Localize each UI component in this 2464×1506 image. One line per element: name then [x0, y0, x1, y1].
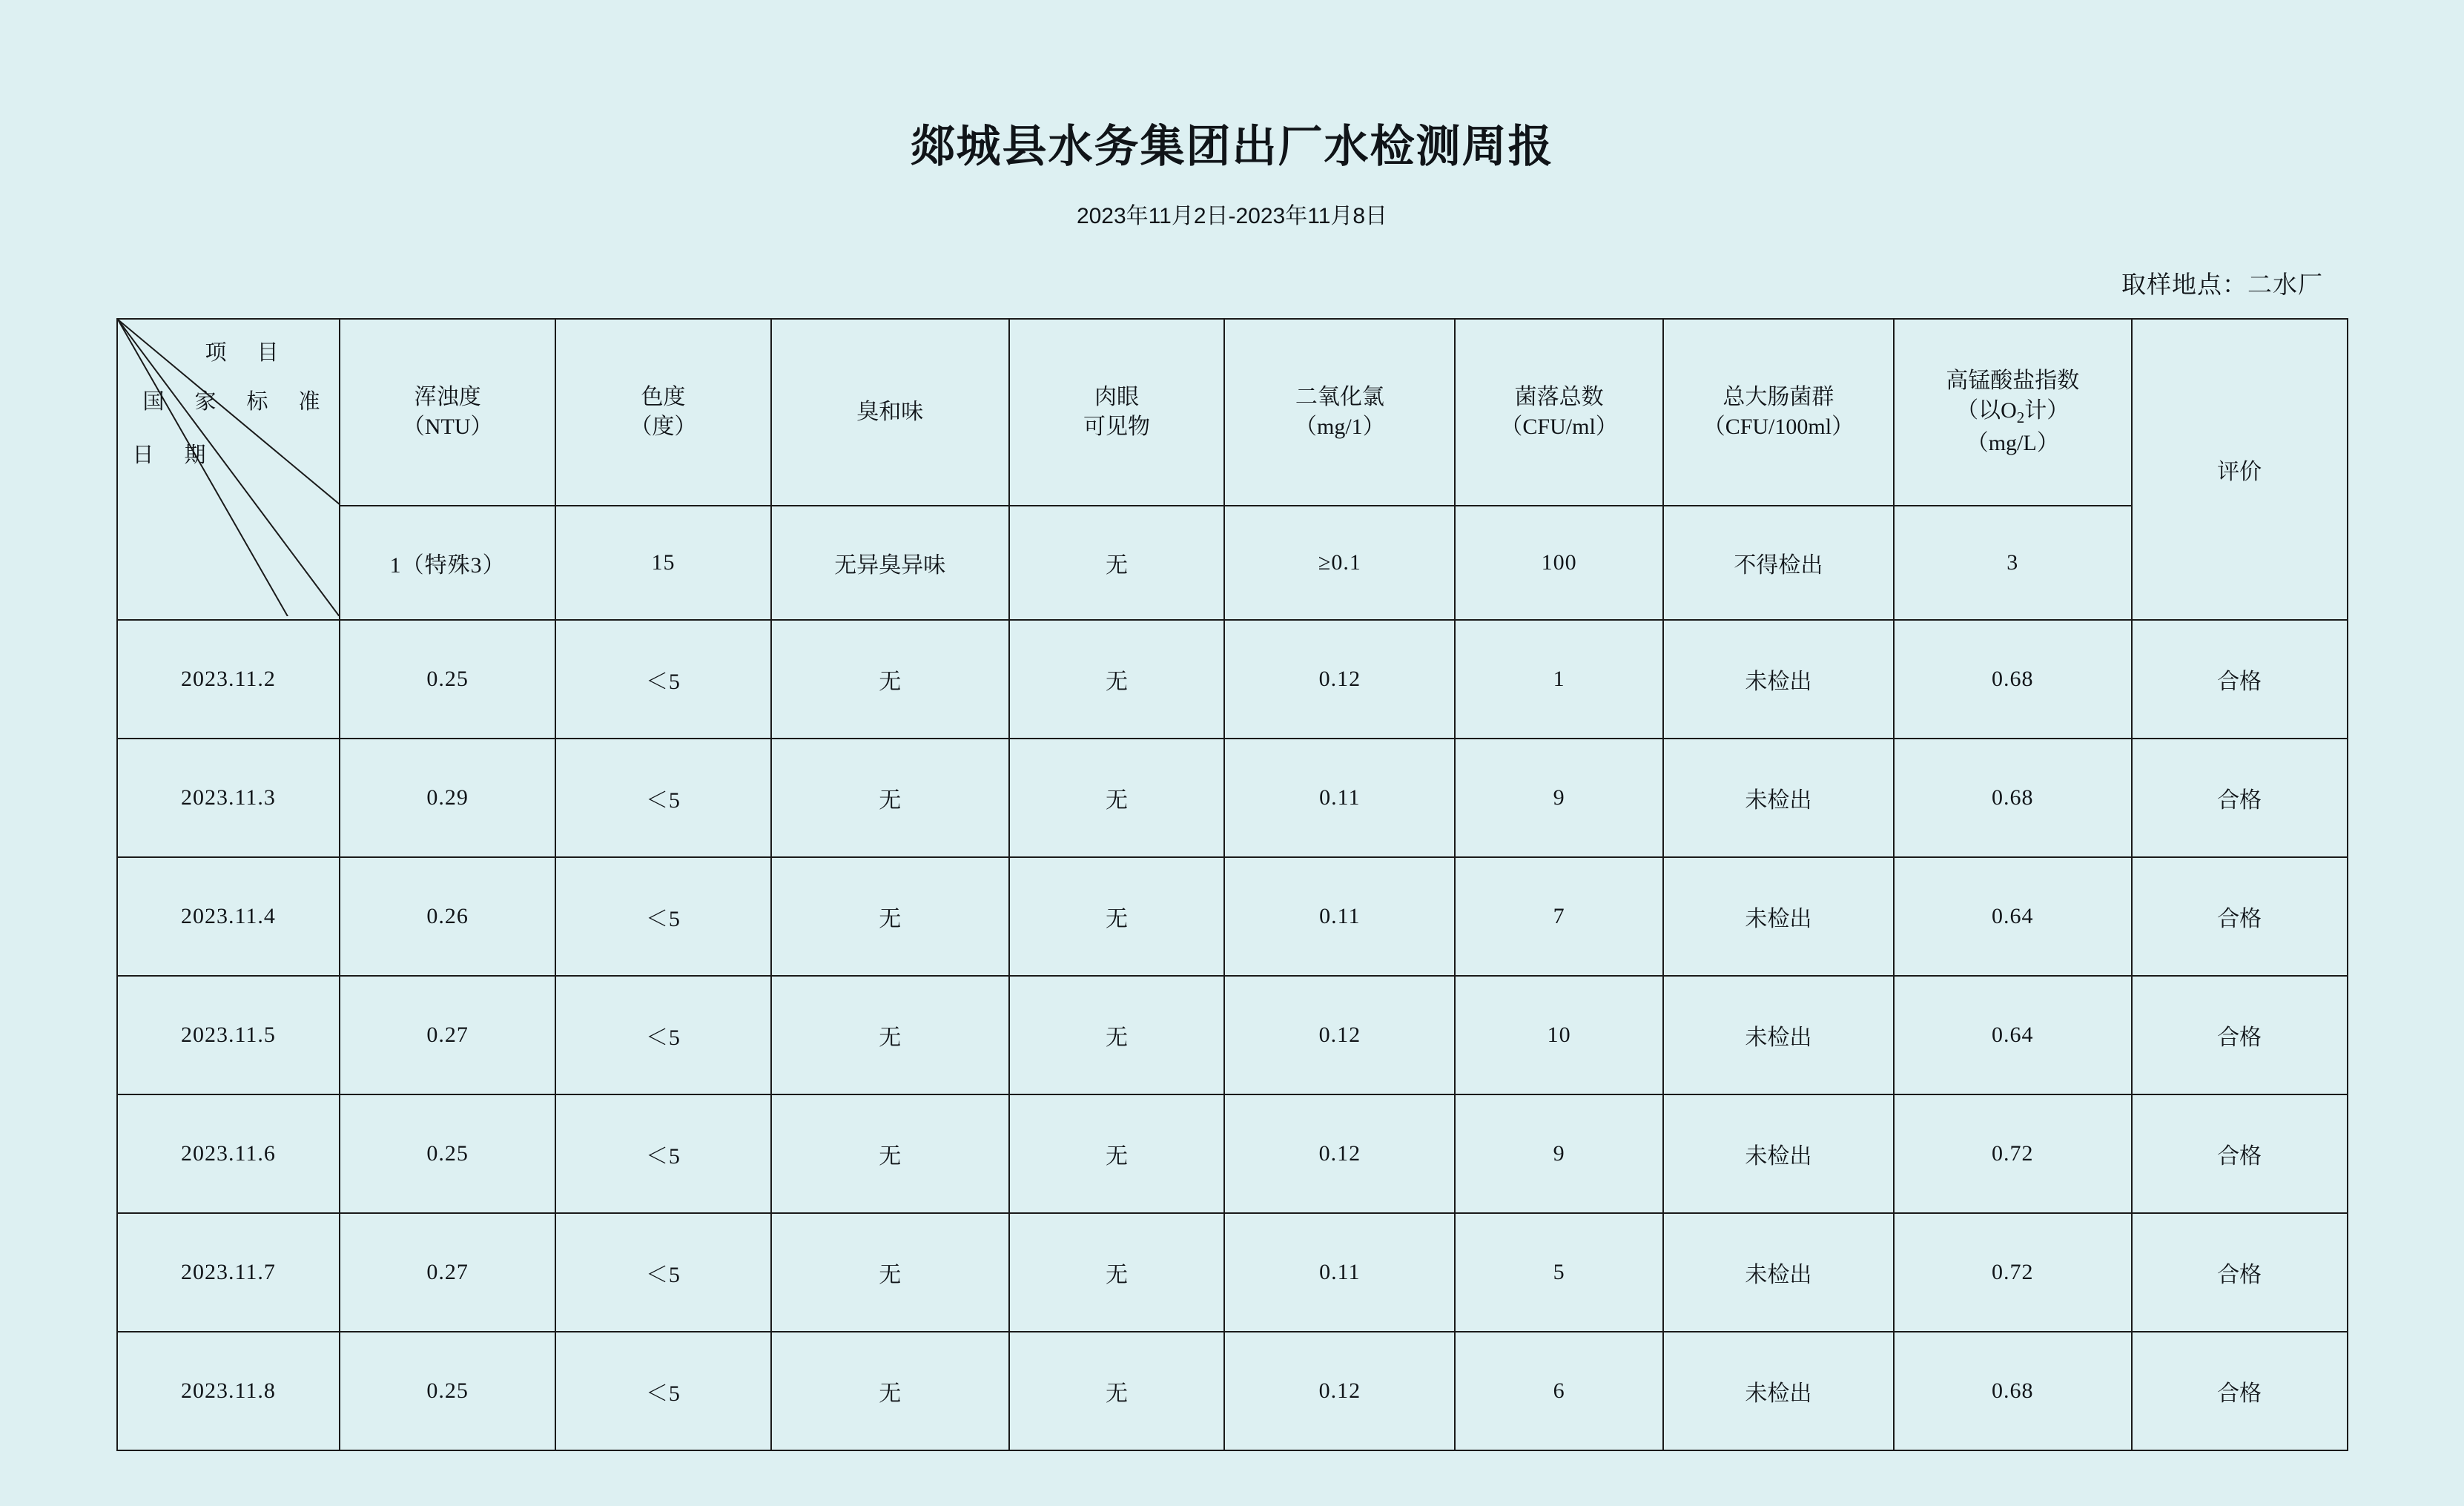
row-date: 2023.11.5 — [117, 976, 340, 1094]
row-date: 2023.11.3 — [117, 739, 340, 857]
row-turbidity: 0.27 — [340, 976, 555, 1094]
row-clo2: 0.12 — [1224, 1094, 1455, 1213]
header-coliform-line2: （CFU/100ml） — [1702, 415, 1854, 439]
row-turbidity: 0.25 — [340, 1094, 555, 1213]
corner-header-cell — [117, 319, 340, 620]
header-permanganate-line2c: 计） — [2024, 398, 2070, 423]
page-title: 郯城县水务集团出厂水检测周报 — [910, 122, 1554, 171]
row-date: 2023.11.2 — [117, 620, 340, 739]
row-odor: 无 — [771, 739, 1009, 857]
table-row — [117, 1213, 2348, 1332]
table-row — [117, 620, 2348, 739]
row-visible: 无 — [1009, 1094, 1225, 1213]
row-color: ＜5 — [555, 976, 771, 1094]
table-row — [117, 1332, 2348, 1450]
row-visible: 无 — [1009, 1332, 1225, 1450]
row-color: ＜5 — [555, 1332, 771, 1450]
corner-label-item: 项 目 — [205, 341, 283, 365]
national-standard-row — [117, 506, 2348, 620]
table-header-row — [117, 319, 2348, 506]
row-colony: 5 — [1455, 1213, 1663, 1332]
row-evaluation: 合格 — [2132, 857, 2348, 976]
header-visible-matter — [1009, 319, 1225, 506]
row-evaluation: 合格 — [2132, 1094, 2348, 1213]
row-odor: 无 — [771, 1213, 1009, 1332]
header-color-line1: 色度 — [641, 384, 686, 409]
row-color: ＜5 — [555, 857, 771, 976]
header-permanganate-line1: 高锰酸盐指数 — [1946, 368, 2080, 393]
header-colony-line2: （CFU/ml） — [1500, 415, 1618, 439]
header-coliform-line1: 总大肠菌群 — [1723, 384, 1834, 409]
report-date-range: 2023年11月2日-2023年11月8日 — [1076, 204, 1388, 228]
row-odor: 无 — [771, 976, 1009, 1094]
standard-turbidity: 1（特殊3） — [340, 506, 555, 620]
row-coliform: 未检出 — [1663, 1094, 1894, 1213]
row-color: ＜5 — [555, 1213, 771, 1332]
header-permanganate-subscript: 2 — [2016, 409, 2025, 427]
report-table-wrap — [116, 318, 2348, 1451]
row-evaluation: 合格 — [2132, 1213, 2348, 1332]
row-evaluation: 合格 — [2132, 739, 2348, 857]
standard-color: 15 — [555, 506, 771, 620]
row-permanganate: 0.64 — [1894, 857, 2132, 976]
row-coliform: 未检出 — [1663, 1213, 1894, 1332]
sample-site-label: 取样地点：二水厂 — [2121, 272, 2323, 299]
row-evaluation: 合格 — [2132, 1332, 2348, 1450]
header-clo2-line2: （mg/1） — [1295, 415, 1385, 439]
row-clo2: 0.11 — [1224, 1213, 1455, 1332]
header-permanganate-line2a: （以O — [1956, 398, 2017, 423]
header-total-coliform — [1663, 319, 1894, 506]
table-row — [117, 857, 2348, 976]
row-visible: 无 — [1009, 1213, 1225, 1332]
row-coliform: 未检出 — [1663, 620, 1894, 739]
row-color: ＜5 — [555, 1094, 771, 1213]
row-permanganate: 0.68 — [1894, 1332, 2132, 1450]
header-permanganate-line2 — [1895, 396, 2131, 428]
row-odor: 无 — [771, 857, 1009, 976]
header-evaluation: 评价 — [2132, 319, 2348, 620]
header-color-line2: （度） — [630, 415, 697, 439]
row-odor: 无 — [771, 1094, 1009, 1213]
standard-permanganate: 3 — [1894, 506, 2132, 620]
row-colony: 9 — [1455, 739, 1663, 857]
header-odor-line1: 臭和味 — [856, 399, 924, 424]
row-turbidity: 0.25 — [340, 1332, 555, 1450]
row-coliform: 未检出 — [1663, 739, 1894, 857]
header-colony-line1: 菌落总数 — [1514, 384, 1604, 409]
row-evaluation: 合格 — [2132, 620, 2348, 739]
row-turbidity: 0.27 — [340, 1213, 555, 1332]
row-colony: 10 — [1455, 976, 1663, 1094]
header-chlorine-dioxide — [1224, 319, 1455, 506]
row-colony: 6 — [1455, 1332, 1663, 1450]
row-date: 2023.11.8 — [117, 1332, 340, 1450]
header-visible-line2: 可见物 — [1083, 415, 1151, 439]
row-visible: 无 — [1009, 857, 1225, 976]
row-clo2: 0.11 — [1224, 857, 1455, 976]
row-clo2: 0.11 — [1224, 739, 1455, 857]
row-clo2: 0.12 — [1224, 976, 1455, 1094]
header-colony-count — [1455, 319, 1663, 506]
row-permanganate: 0.64 — [1894, 976, 2132, 1094]
row-clo2: 0.12 — [1224, 620, 1455, 739]
row-colony: 7 — [1455, 857, 1663, 976]
row-permanganate: 0.68 — [1894, 739, 2132, 857]
row-turbidity: 0.26 — [340, 857, 555, 976]
header-clo2-line1: 二氧化氯 — [1295, 384, 1384, 409]
row-odor: 无 — [771, 1332, 1009, 1450]
corner-label-standard: 国 家 标 准 — [142, 390, 325, 414]
row-turbidity: 0.25 — [340, 620, 555, 739]
row-permanganate: 0.72 — [1894, 1094, 2132, 1213]
header-color — [555, 319, 771, 506]
row-visible: 无 — [1009, 739, 1225, 857]
standard-visible: 无 — [1009, 506, 1225, 620]
row-permanganate: 0.72 — [1894, 1213, 2132, 1332]
row-color: ＜5 — [555, 620, 771, 739]
standard-odor: 无异臭异味 — [771, 506, 1009, 620]
row-turbidity: 0.29 — [340, 739, 555, 857]
corner-label-date: 日 期 — [132, 443, 211, 467]
table-row — [117, 976, 2348, 1094]
table-row — [117, 739, 2348, 857]
row-odor: 无 — [771, 620, 1009, 739]
row-permanganate: 0.68 — [1894, 620, 2132, 739]
row-date: 2023.11.6 — [117, 1094, 340, 1213]
row-date: 2023.11.4 — [117, 857, 340, 976]
row-colony: 1 — [1455, 620, 1663, 739]
row-coliform: 未检出 — [1663, 857, 1894, 976]
header-turbidity — [340, 319, 555, 506]
row-coliform: 未检出 — [1663, 976, 1894, 1094]
header-visible-line1: 肉眼 — [1094, 384, 1140, 409]
row-date: 2023.11.7 — [117, 1213, 340, 1332]
standard-colony: 100 — [1455, 506, 1663, 620]
header-turbidity-line2: （NTU） — [402, 415, 493, 439]
row-visible: 无 — [1009, 620, 1225, 739]
standard-coliform: 不得检出 — [1663, 506, 1894, 620]
header-odor — [771, 319, 1009, 506]
standard-clo2: ≥0.1 — [1224, 506, 1455, 620]
row-evaluation: 合格 — [2132, 976, 2348, 1094]
header-permanganate-line3: （mg/L） — [1966, 430, 2059, 455]
table-row — [117, 1094, 2348, 1213]
row-visible: 无 — [1009, 976, 1225, 1094]
water-quality-table — [116, 318, 2348, 1451]
row-coliform: 未检出 — [1663, 1332, 1894, 1450]
row-clo2: 0.12 — [1224, 1332, 1455, 1450]
row-colony: 9 — [1455, 1094, 1663, 1213]
header-permanganate-index — [1894, 319, 2132, 506]
row-color: ＜5 — [555, 739, 771, 857]
header-turbidity-line1: 浑浊度 — [414, 384, 481, 409]
